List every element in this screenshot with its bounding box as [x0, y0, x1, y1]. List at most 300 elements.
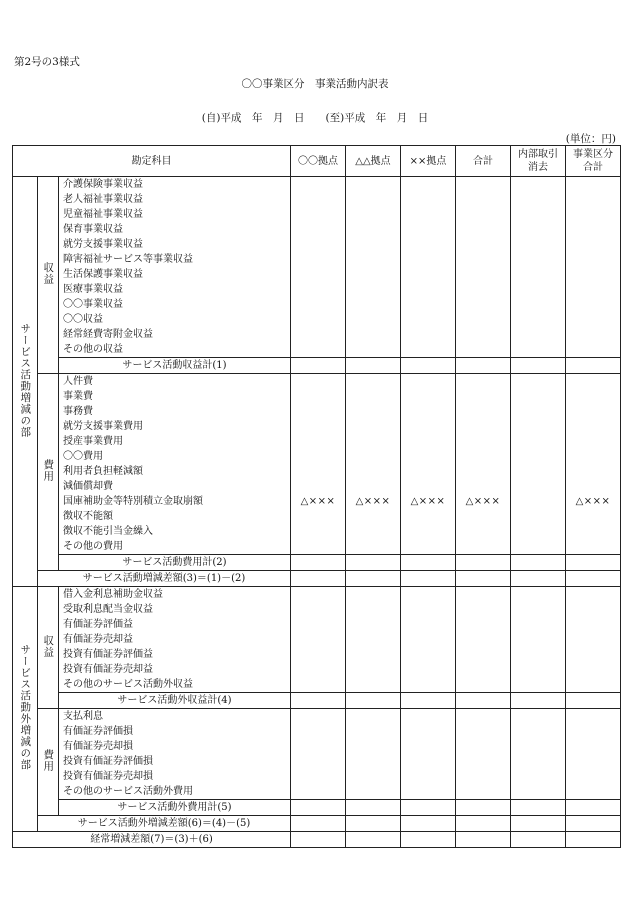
- value-cell: [401, 693, 456, 709]
- section-label-text: サービス活動増減の部: [19, 322, 32, 438]
- account-item: その他の費用: [59, 539, 291, 555]
- value-cell: [291, 555, 346, 571]
- value-cell: [346, 647, 401, 662]
- value-cell: [291, 539, 346, 555]
- table-row: [13, 724, 621, 739]
- value-cell: [456, 389, 511, 404]
- value-cell: [566, 342, 621, 358]
- table-row: [13, 282, 621, 297]
- value-cell: [566, 677, 621, 693]
- value-cell: [401, 617, 456, 632]
- value-cell: [566, 662, 621, 677]
- value-cell: [456, 662, 511, 677]
- value-cell: [346, 555, 401, 571]
- value-cell: [511, 297, 566, 312]
- value-cell: [291, 222, 346, 237]
- value-cell: [346, 374, 401, 390]
- account-item: 有価証券売却損: [59, 739, 291, 754]
- value-cell: [401, 677, 456, 693]
- value-cell: [291, 297, 346, 312]
- col-total: 合計: [456, 146, 511, 177]
- account-item: 授産事業費用: [59, 434, 291, 449]
- value-cell: [346, 479, 401, 494]
- value-cell: [511, 404, 566, 419]
- income-group-label: [38, 587, 59, 709]
- value-cell: [346, 509, 401, 524]
- subtotal-row: [13, 800, 621, 816]
- value-cell: [346, 177, 401, 193]
- value-cell: [401, 769, 456, 784]
- value-cell: [456, 739, 511, 754]
- subtotal-row: [13, 693, 621, 709]
- value-cell: [566, 449, 621, 464]
- account-item: 投資有価証券売却損: [59, 769, 291, 784]
- value-cell: [456, 192, 511, 207]
- account-item: 就労支援事業費用: [59, 419, 291, 434]
- value-cell: [456, 449, 511, 464]
- value-cell: [401, 709, 456, 725]
- value-cell: [456, 709, 511, 725]
- value-cell: [511, 434, 566, 449]
- value-cell: [401, 237, 456, 252]
- col-internal-line2: 消去: [528, 162, 548, 173]
- value-cell: [511, 571, 566, 587]
- value-cell: [456, 784, 511, 800]
- value-cell: [566, 404, 621, 419]
- value-cell: [291, 632, 346, 647]
- value-cell: [511, 647, 566, 662]
- value-cell: [511, 662, 566, 677]
- table-row: [13, 342, 621, 358]
- unit-label: (単位：円): [565, 133, 616, 145]
- account-item: 減価償却費: [59, 479, 291, 494]
- col-internal-line1: 内部取引: [518, 149, 558, 160]
- account-item: 〇〇事業収益: [59, 297, 291, 312]
- account-item: その他の収益: [59, 342, 291, 358]
- section-label-text: サービス活動外増減の部: [19, 644, 32, 771]
- col-base3: ××拠点: [401, 146, 456, 177]
- value-cell: [346, 832, 401, 848]
- value-cell: [511, 237, 566, 252]
- value-cell: [456, 342, 511, 358]
- value-cell: [401, 784, 456, 800]
- value-cell: [346, 358, 401, 374]
- account-item: 保育事業収益: [59, 222, 291, 237]
- value-cell: [511, 784, 566, 800]
- value-cell: [511, 587, 566, 603]
- expense-label-text: 費用: [42, 749, 55, 772]
- table-row: [13, 632, 621, 647]
- value-cell: [291, 312, 346, 327]
- value-cell: [401, 297, 456, 312]
- value-cell: [346, 237, 401, 252]
- value-cell: [511, 617, 566, 632]
- value-cell: [456, 434, 511, 449]
- value-cell: [456, 358, 511, 374]
- value-cell: [511, 524, 566, 539]
- value-cell: [566, 555, 621, 571]
- value-cell: [291, 342, 346, 358]
- value-cell: [346, 252, 401, 267]
- table-row: [13, 494, 621, 509]
- value-cell: [401, 267, 456, 282]
- value-cell: [291, 252, 346, 267]
- value-cell: [566, 267, 621, 282]
- value-cell: [566, 358, 621, 374]
- subtotal-label: サービス活動外費用計(5): [59, 800, 291, 816]
- table-row: [13, 479, 621, 494]
- value-cell: [291, 587, 346, 603]
- value-cell: [566, 832, 621, 848]
- value-cell: [401, 192, 456, 207]
- value-cell: [566, 800, 621, 816]
- negative-value: △×××: [566, 494, 621, 509]
- period-from: (自)平成 年 月 日: [201, 112, 305, 124]
- value-cell: [401, 207, 456, 222]
- table-row: [13, 754, 621, 769]
- value-cell: [401, 539, 456, 555]
- value-cell: [511, 342, 566, 358]
- negative-value: △×××: [291, 494, 346, 509]
- table-row: [13, 312, 621, 327]
- table-row: [13, 404, 621, 419]
- value-cell: [401, 282, 456, 297]
- value-cell: [346, 632, 401, 647]
- table-row: [13, 419, 621, 434]
- value-cell: [401, 662, 456, 677]
- value-cell: [566, 647, 621, 662]
- value-cell: [291, 267, 346, 282]
- value-cell: [291, 237, 346, 252]
- account-item: 人件費: [59, 374, 291, 390]
- negative-value: △×××: [456, 494, 511, 509]
- col-segment-line1: 事業区分: [573, 149, 613, 160]
- value-cell: [566, 222, 621, 237]
- table-row: [13, 464, 621, 479]
- difference-label: サービス活動外増減差額(6)＝(4)－(5): [38, 816, 291, 832]
- expense-group-label: [38, 709, 59, 816]
- value-cell: [456, 571, 511, 587]
- account-item: 事業費: [59, 389, 291, 404]
- value-cell: [346, 617, 401, 632]
- value-cell: [566, 327, 621, 342]
- value-cell: [346, 739, 401, 754]
- col-account: 勘定科目: [13, 146, 291, 177]
- table-row: [13, 587, 621, 603]
- value-cell: [456, 769, 511, 784]
- income-label-text: 収益: [42, 262, 55, 285]
- col-base2: △△拠点: [346, 146, 401, 177]
- value-cell: [346, 816, 401, 832]
- value-cell: [291, 479, 346, 494]
- value-cell: [291, 800, 346, 816]
- value-cell: [291, 524, 346, 539]
- value-cell: [456, 602, 511, 617]
- value-cell: [291, 207, 346, 222]
- value-cell: [566, 252, 621, 267]
- value-cell: [291, 509, 346, 524]
- value-cell: [566, 374, 621, 390]
- value-cell: [401, 177, 456, 193]
- table-row: [13, 769, 621, 784]
- account-item: 投資有価証券評価損: [59, 754, 291, 769]
- account-item: 児童福祉事業収益: [59, 207, 291, 222]
- table-row: [13, 739, 621, 754]
- value-cell: [291, 358, 346, 374]
- value-cell: [401, 800, 456, 816]
- value-cell: [456, 177, 511, 193]
- value-cell: [401, 602, 456, 617]
- value-cell: [511, 754, 566, 769]
- value-cell: [346, 800, 401, 816]
- value-cell: [566, 479, 621, 494]
- value-cell: [346, 571, 401, 587]
- value-cell: [401, 434, 456, 449]
- value-cell: [346, 419, 401, 434]
- value-cell: [346, 464, 401, 479]
- value-cell: [566, 709, 621, 725]
- value-cell: [401, 312, 456, 327]
- value-cell: [291, 434, 346, 449]
- account-item: 受取利息配当金収益: [59, 602, 291, 617]
- value-cell: [346, 677, 401, 693]
- value-cell: [346, 662, 401, 677]
- account-item: 利用者負担軽減額: [59, 464, 291, 479]
- account-item: 投資有価証券売却益: [59, 662, 291, 677]
- value-cell: [346, 342, 401, 358]
- account-item: 生活保護事業収益: [59, 267, 291, 282]
- value-cell: [346, 434, 401, 449]
- value-cell: [566, 602, 621, 617]
- value-cell: [511, 800, 566, 816]
- value-cell: [291, 192, 346, 207]
- value-cell: [511, 449, 566, 464]
- value-cell: [401, 816, 456, 832]
- value-cell: [511, 769, 566, 784]
- account-item: 借入金利息補助金収益: [59, 587, 291, 603]
- value-cell: [346, 602, 401, 617]
- value-cell: [566, 739, 621, 754]
- negative-value: △×××: [346, 494, 401, 509]
- period-to: (至)平成 年 月 日: [325, 112, 429, 124]
- value-cell: [566, 297, 621, 312]
- value-cell: [456, 509, 511, 524]
- value-cell: [456, 539, 511, 555]
- value-cell: [291, 662, 346, 677]
- ordinary-difference-row: [13, 832, 621, 848]
- value-cell: [566, 769, 621, 784]
- value-cell: [291, 177, 346, 193]
- value-cell: [456, 374, 511, 390]
- ordinary-difference-label: 経常増減差額(7)＝(3)＋(6): [13, 832, 291, 848]
- table-row: [13, 207, 621, 222]
- value-cell: [511, 509, 566, 524]
- value-cell: [401, 404, 456, 419]
- value-cell: [401, 739, 456, 754]
- value-cell: [456, 237, 511, 252]
- value-cell: [511, 282, 566, 297]
- account-item: 徴収不能額: [59, 509, 291, 524]
- value-cell: [456, 587, 511, 603]
- value-cell: [456, 267, 511, 282]
- value-cell: [456, 419, 511, 434]
- col-segment: [566, 146, 621, 177]
- value-cell: [291, 449, 346, 464]
- value-cell: [346, 539, 401, 555]
- subtotal-label: サービス活動収益計(1): [59, 358, 291, 374]
- difference-label: サービス活動増減差額(3)＝(1)－(2): [38, 571, 291, 587]
- value-cell: [401, 555, 456, 571]
- value-cell: [456, 252, 511, 267]
- value-cell: [511, 177, 566, 193]
- value-cell: [511, 252, 566, 267]
- table-row: [13, 327, 621, 342]
- value-cell: [291, 677, 346, 693]
- period-range: [0, 110, 630, 125]
- account-item: その他のサービス活動外収益: [59, 677, 291, 693]
- value-cell: [511, 192, 566, 207]
- value-cell: [456, 312, 511, 327]
- account-item: 経常経費寄附金収益: [59, 327, 291, 342]
- difference-row: [13, 816, 621, 832]
- statement-table: [12, 145, 621, 848]
- table-row: [13, 237, 621, 252]
- value-cell: [401, 524, 456, 539]
- value-cell: [346, 709, 401, 725]
- value-cell: [456, 632, 511, 647]
- value-cell: [566, 192, 621, 207]
- value-cell: [291, 389, 346, 404]
- value-cell: [346, 282, 401, 297]
- value-cell: [566, 509, 621, 524]
- value-cell: [401, 571, 456, 587]
- account-item: 有価証券評価損: [59, 724, 291, 739]
- value-cell: [511, 632, 566, 647]
- value-cell: [511, 832, 566, 848]
- value-cell: [511, 222, 566, 237]
- value-cell: [566, 434, 621, 449]
- value-cell: [456, 479, 511, 494]
- value-cell: [566, 524, 621, 539]
- value-cell: [291, 602, 346, 617]
- value-cell: [566, 617, 621, 632]
- value-cell: [291, 709, 346, 725]
- value-cell: [291, 724, 346, 739]
- table-row: [13, 524, 621, 539]
- value-cell: [346, 449, 401, 464]
- value-cell: [291, 374, 346, 390]
- value-cell: [456, 832, 511, 848]
- value-cell: [456, 404, 511, 419]
- header-row: [13, 146, 621, 177]
- value-cell: [511, 267, 566, 282]
- difference-row: [13, 571, 621, 587]
- value-cell: [346, 404, 401, 419]
- value-cell: [401, 222, 456, 237]
- value-cell: [291, 404, 346, 419]
- table-row: [13, 662, 621, 677]
- value-cell: [456, 800, 511, 816]
- value-cell: [346, 207, 401, 222]
- value-cell: [566, 754, 621, 769]
- col-segment-line2: 合計: [583, 162, 603, 173]
- account-item: 徴収不能引当金繰入: [59, 524, 291, 539]
- table-row: [13, 267, 621, 282]
- value-cell: [456, 754, 511, 769]
- account-item: 事務費: [59, 404, 291, 419]
- table-row: [13, 434, 621, 449]
- value-cell: [291, 754, 346, 769]
- value-cell: [291, 464, 346, 479]
- value-cell: [291, 739, 346, 754]
- value-cell: [291, 617, 346, 632]
- section-label: [13, 177, 38, 587]
- value-cell: [456, 816, 511, 832]
- table-row: [13, 509, 621, 524]
- value-cell: [511, 479, 566, 494]
- account-item: 介護保険事業収益: [59, 177, 291, 193]
- value-cell: [291, 419, 346, 434]
- value-cell: [511, 677, 566, 693]
- value-cell: [401, 342, 456, 358]
- table-row: [13, 252, 621, 267]
- col-base1: 〇〇拠点: [291, 146, 346, 177]
- value-cell: [511, 358, 566, 374]
- form-number: 第2号の3様式: [14, 56, 80, 68]
- value-cell: [566, 784, 621, 800]
- income-label-text: 収益: [42, 634, 55, 658]
- value-cell: [511, 374, 566, 390]
- table-row: [13, 677, 621, 693]
- value-cell: [291, 693, 346, 709]
- value-cell: [456, 693, 511, 709]
- value-cell: [566, 389, 621, 404]
- table-row: [13, 389, 621, 404]
- value-cell: [566, 312, 621, 327]
- income-group-label: [38, 177, 59, 374]
- value-cell: [401, 509, 456, 524]
- value-cell: [346, 724, 401, 739]
- account-item: 投資有価証券評価益: [59, 647, 291, 662]
- account-item: 有価証券売却益: [59, 632, 291, 647]
- table-row: [13, 647, 621, 662]
- value-cell: [511, 816, 566, 832]
- account-item: 国庫補助金等特別積立金取崩額: [59, 494, 291, 509]
- value-cell: [291, 832, 346, 848]
- value-cell: [456, 677, 511, 693]
- value-cell: [401, 358, 456, 374]
- table-row: [13, 177, 621, 193]
- value-cell: [456, 327, 511, 342]
- value-cell: [346, 267, 401, 282]
- value-cell: [401, 449, 456, 464]
- value-cell: [566, 571, 621, 587]
- table-row: [13, 222, 621, 237]
- value-cell: [566, 724, 621, 739]
- value-cell: [401, 419, 456, 434]
- table-row: [13, 784, 621, 800]
- value-cell: [346, 769, 401, 784]
- value-cell: [401, 464, 456, 479]
- value-cell: [511, 312, 566, 327]
- value-cell: [291, 769, 346, 784]
- table-row: [13, 709, 621, 725]
- value-cell: [291, 816, 346, 832]
- section-label: [13, 587, 38, 832]
- value-cell: [456, 464, 511, 479]
- value-cell: [401, 327, 456, 342]
- value-cell: [346, 754, 401, 769]
